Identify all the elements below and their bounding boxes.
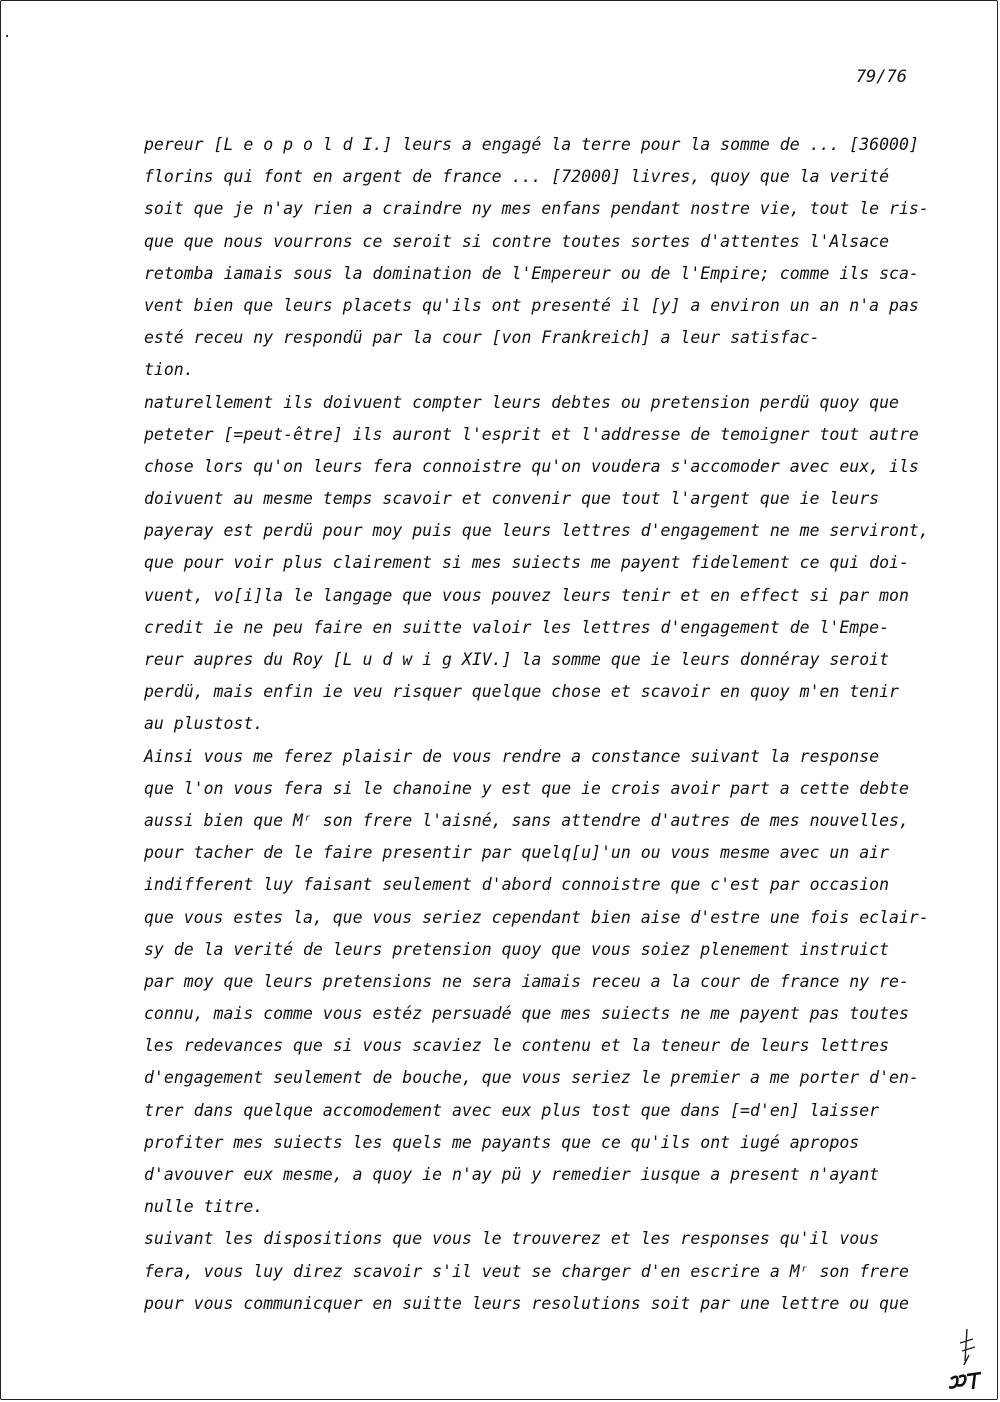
text-line: au plustost. bbox=[144, 714, 264, 734]
text-line: que l'on vous fera si le chanoine y est que ie crois avoir part a cette debte bbox=[144, 778, 909, 798]
text-line: indifferent luy faisant seulement d'abord connoistre que c'est par occasion bbox=[144, 875, 890, 895]
text-line: florins qui font en argent de france ... [72000] livres, quoy que la verité bbox=[144, 167, 890, 187]
text-line: credit ie ne peu faire en suitte valoir les lettres d'engagement de l'Empe- bbox=[144, 617, 890, 637]
text-line: reur aupres du Roy [L u d w i g XIV.] la somme que ie leurs donnéray seroit bbox=[144, 650, 890, 669]
text-line: suivant les dispositions que vous le trouverez et les responses qu'il vous bbox=[144, 1229, 880, 1249]
text-line: Ainsi vous me ferez plaisir de vous rendre a constance suivant la response bbox=[144, 746, 880, 766]
text-line: les redevances que si vous scaviez le contenu et la teneur de leurs lettres bbox=[144, 1036, 890, 1056]
text-line: chose lors qu'on leurs fera connoistre qu'on voudera s'accomoder avec eux, ils bbox=[144, 456, 919, 476]
text-line: que que nous vourrons ce seroit si contre toutes sortes d'attentes l'Alsace bbox=[144, 231, 890, 251]
text-line: sy de la verité de leurs pretension quoy que vous soiez plenement instruict bbox=[144, 939, 890, 959]
text-line: pereur [L e o p o l d I.] leurs a engagé la terre pour la somme de ... [36000] bbox=[144, 135, 919, 154]
text-line: tion. bbox=[144, 360, 194, 380]
text-line: trer dans quelque accomodement avec eux plus tost que dans [=d'en] laisser bbox=[144, 1100, 880, 1120]
text-line: soit que je n'ay rien a craindre ny mes enfans pendant nostre vie, tout le ris- bbox=[144, 199, 929, 219]
text-line: vent bien que leurs placets qu'ils ont presenté il [y] a environ un an n'a pas bbox=[144, 295, 919, 315]
page-number: 79/76 bbox=[855, 67, 907, 87]
text-line: par moy que leurs pretensions ne sera iamais receu a la cour de france ny re- bbox=[144, 971, 909, 991]
text-line: connu, mais comme vous estéz persuadé que mes suiects ne me payent pas toutes bbox=[144, 1004, 909, 1024]
text-line: d'engagement seulement de bouche, que vous seriez le premier a me porter d'en- bbox=[144, 1068, 919, 1088]
text-line: d'avouver eux mesme, a quoy ie n'ay pü y remedier iusque a present n'ayant bbox=[144, 1165, 880, 1184]
text-line: doivuent au mesme temps scavoir et convenir que tout l'argent que ie leurs bbox=[144, 489, 880, 509]
text-line: que pour voir plus clairement si mes suiects me payent fidelement ce qui doi- bbox=[144, 553, 909, 573]
text-line: naturellement ils doivuent compter leurs debtes ou pretension perdü quoy que bbox=[144, 392, 899, 412]
text-line: profiter mes suiects les quels me payants que ce qu'ils ont iugé apropos bbox=[144, 1132, 860, 1152]
text-line: pour vous communicquer en suitte leurs resolutions soit par une lettre ou que bbox=[144, 1293, 909, 1313]
text-line: vuent, vo[i]la le langage que vous pouvez leurs tenir et en effect si par mon bbox=[144, 585, 909, 605]
document-text bbox=[144, 129, 944, 1320]
text-line: aussi bien que Mʳ son frere l'aisné, sans attendre d'autres de mes nouvelles, bbox=[144, 810, 909, 830]
text-line: nulle titre. bbox=[144, 1197, 264, 1217]
text-line: que vous estes la, que vous seriez cependant bien aise d'estre une fois eclair- bbox=[144, 907, 929, 927]
scan-speck bbox=[6, 35, 8, 37]
text-line: retomba iamais sous la domination de l'Empereur ou de l'Empire; comme ils sca- bbox=[144, 263, 919, 283]
text-line: payeray est perdü pour moy puis que leurs lettres d'engagement ne me serviront, bbox=[144, 521, 929, 541]
text-line: pour tacher de le faire presentir par quelq[u]'un ou vous mesme avec un air bbox=[144, 843, 890, 863]
text-line: peteter [=peut-être] ils auront l'esprit et l'addresse de temoigner tout autre bbox=[144, 424, 919, 444]
text-line: esté receu ny respondü par la cour [von Frankreich] a leur satisfac- bbox=[144, 328, 820, 348]
text-line: perdü, mais enfin ie veu risquer quelque chose et scavoir en quoy m'en tenir bbox=[144, 682, 899, 702]
text-line: fera, vous luy direz scavoir s'il veut se charger d'en escrire a Mʳ son frere bbox=[144, 1261, 909, 1281]
handwritten-corner-mark bbox=[945, 1321, 985, 1391]
